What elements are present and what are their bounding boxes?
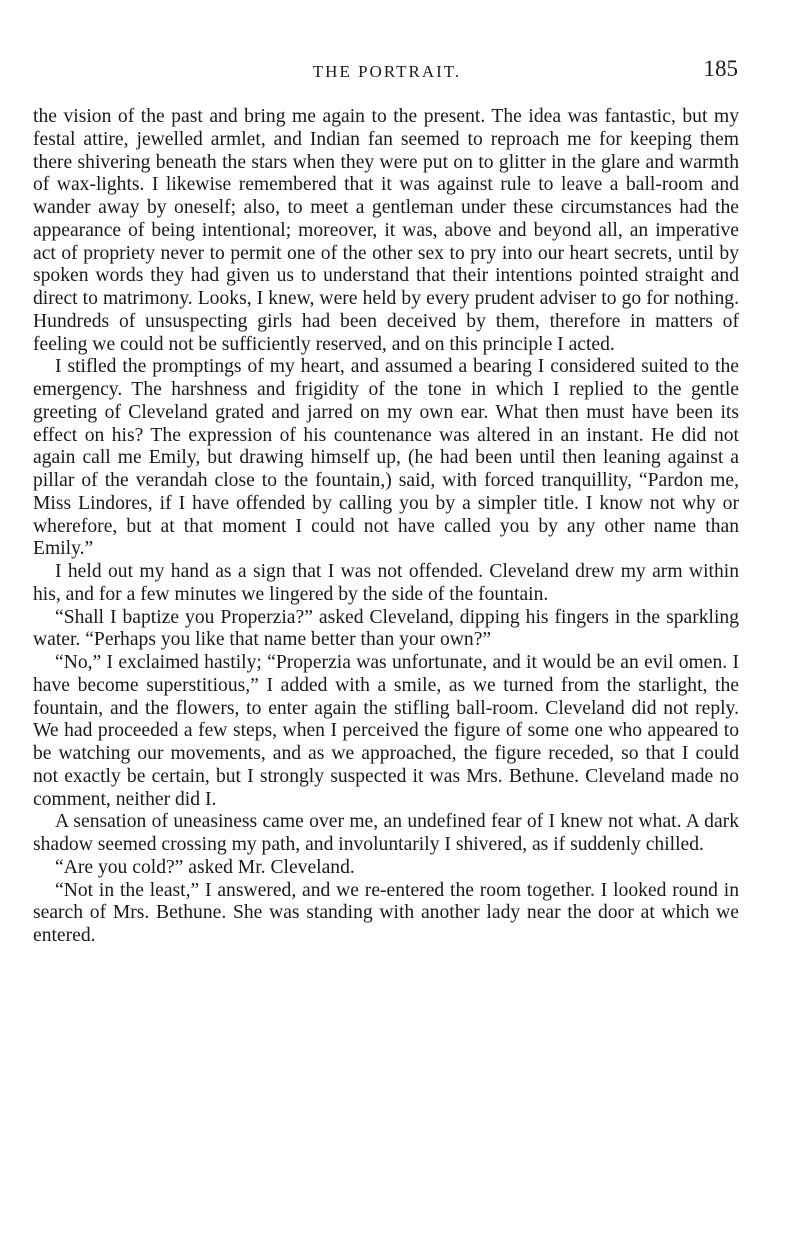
paragraph: “Not in the least,” I answered, and we re-entered the room together. I looked round in search of Mrs. Bethune. She was standing with another lady near the door at which we entered. [33,879,739,946]
paragraph-continued: the vision of the past and bring me again to the present. The idea was fantastic, but my festal attire, jewelled armlet, and Indian fan seemed to reproach me for keeping them there shivering beneath the stars when they were put on to glitter in the glare and warmth of wax-lights. I likewise remembered that it was against rule to leave a ball-room and wander away by oneself; also, to meet a gentleman under these circumstances had the appearance of being intentional; moreover, it was, above and beyond all, an imperative act of propriety never to permit one of the other sex to pry into our heart secrets, until by spoken words they had given us to understand that their intentions pointed straight and direct to matrimony. Looks, I knew, were held by every prudent adviser to go for nothing. Hundreds of unsuspecting girls had been deceived by them, therefore in matters of feeling we could not be sufficiently reserved, and on this principle I acted. [33,106,739,355]
body-text [33,106,739,948]
paragraph: “Are you cold?” asked Mr. Cleveland. [55,856,355,878]
paragraph: A sensation of uneasiness came over me, an undefined fear of I knew not what. A dark shadow seemed crossing my path, and involuntarily I shivered, as if suddenly chilled. [33,811,739,855]
paragraph: I held out my hand as a sign that I was not offended. Cleveland drew my arm within his, and for a few minutes we lingered by the side of the fountain. [33,561,739,605]
paragraph: “No,” I exclaimed hastily; “Properzia was unfortunate, and it would be an evil omen. I have become superstitious,” I added with a smile, as we turned from the starlight, the fountain, and the flowers, to enter again the stifling ball-room. Cleveland did not reply. We had proceeded a few steps, when I perceived the figure of some one who appeared to be watching our movements, and as we approached, the figure receded, so that I could not exactly be certain, but I strongly suspected it was Mrs. Bethune. Cleveland made no comment, neither did I. [33,652,739,810]
page-number: 185 [703,56,738,81]
paragraph: “Shall I baptize you Properzia?” asked Cleveland, dipping his fingers in the sparkling water. “Perhaps you like that name better than your own?” [33,606,739,651]
running-head [34,56,740,86]
paragraph: I stifled the promptings of my heart, and assumed a bearing I considered suited to the emergency. The harshness and frigidity of the tone in which I replied to the gentle greeting of Cleveland grated and jarred on my own ear. What then must have been its effect on his? The expression of his countenance was altered in an instant. He did not again call me Emily, but drawing himself up, (he had been until then leaning against a pillar of the verandah close to the fountain,) said, with forced tranquillity, “Pardon me, Miss Lindores, if I have offended by calling you by a simpler title. I know not why or wherefore, but at that moment I could not have called you by any other name than Emily.” [33,356,739,560]
running-title: THE PORTRAIT. [312,62,462,81]
